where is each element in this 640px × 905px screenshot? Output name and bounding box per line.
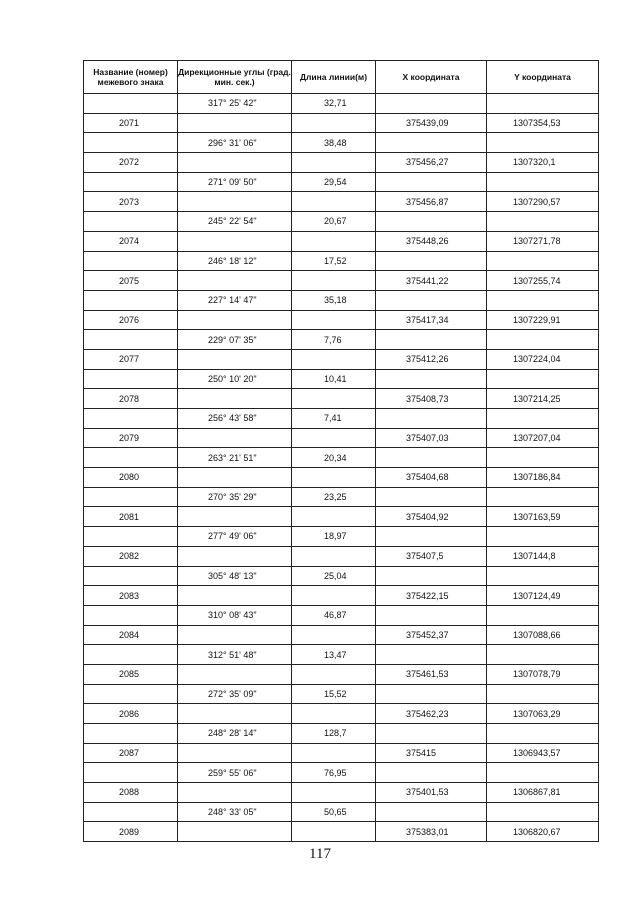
direction-angle-cell: [178, 586, 292, 606]
table-row: [84, 763, 599, 783]
x-coordinate-cell: [376, 330, 487, 350]
direction-angle-cell: 277° 49' 06": [178, 527, 292, 547]
table-row: [84, 783, 599, 803]
y-coordinate-cell: [487, 527, 599, 547]
table-row: [84, 290, 599, 310]
line-length-cell: 128,7: [292, 724, 376, 744]
line-length-cell: [292, 271, 376, 291]
mark-name-cell: 2075: [84, 271, 178, 291]
mark-name-cell: 2089: [84, 822, 178, 842]
table-row: [84, 389, 599, 409]
direction-angle-cell: 317° 25' 42": [178, 94, 292, 114]
y-coordinate-cell: 1307271,78: [487, 231, 599, 251]
mark-name-cell: [84, 212, 178, 232]
x-coordinate-cell: [376, 802, 487, 822]
x-coordinate-cell: [376, 212, 487, 232]
table-row: [84, 349, 599, 369]
y-coordinate-cell: 1307186,84: [487, 468, 599, 488]
table-row: [84, 664, 599, 684]
table-row: [84, 468, 599, 488]
line-length-cell: [292, 822, 376, 842]
table-row: [84, 566, 599, 586]
line-length-cell: 29,54: [292, 172, 376, 192]
direction-angle-cell: [178, 468, 292, 488]
table-row: [84, 212, 599, 232]
y-coordinate-cell: [487, 645, 599, 665]
line-length-cell: 25,04: [292, 566, 376, 586]
mark-name-cell: [84, 330, 178, 350]
mark-name-cell: [84, 94, 178, 114]
table-row: [84, 231, 599, 251]
line-length-cell: 18,97: [292, 527, 376, 547]
y-coordinate-cell: 1307290,57: [487, 192, 599, 212]
table-row: [84, 802, 599, 822]
direction-angle-cell: [178, 743, 292, 763]
y-coordinate-cell: [487, 330, 599, 350]
direction-angle-cell: [178, 349, 292, 369]
x-coordinate-cell: [376, 527, 487, 547]
x-coordinate-cell: 375456,87: [376, 192, 487, 212]
x-coordinate-cell: 375408,73: [376, 389, 487, 409]
x-coordinate-cell: [376, 645, 487, 665]
y-coordinate-cell: 1307224,04: [487, 349, 599, 369]
direction-angle-cell: [178, 546, 292, 566]
mark-name-cell: 2084: [84, 625, 178, 645]
table-row: [84, 133, 599, 153]
mark-name-cell: [84, 409, 178, 429]
header-mark-name: Название (номер) межевого знака: [84, 61, 178, 94]
mark-name-cell: [84, 645, 178, 665]
y-coordinate-cell: [487, 133, 599, 153]
y-coordinate-cell: 1307229,91: [487, 310, 599, 330]
mark-name-cell: [84, 172, 178, 192]
y-coordinate-cell: 1307063,29: [487, 704, 599, 724]
mark-name-cell: 2082: [84, 546, 178, 566]
line-length-cell: [292, 743, 376, 763]
direction-angle-cell: [178, 704, 292, 724]
table-row: [84, 586, 599, 606]
direction-angle-cell: 272° 35' 09": [178, 684, 292, 704]
line-length-cell: 20,34: [292, 448, 376, 468]
boundary-marks-table: [83, 60, 599, 842]
direction-angle-cell: 246° 18' 12": [178, 251, 292, 271]
line-length-cell: 50,65: [292, 802, 376, 822]
line-length-cell: [292, 783, 376, 803]
x-coordinate-cell: 375404,68: [376, 468, 487, 488]
y-coordinate-cell: 1307354,53: [487, 113, 599, 133]
x-coordinate-cell: 375412,26: [376, 349, 487, 369]
line-length-cell: 13,47: [292, 645, 376, 665]
x-coordinate-cell: 375461,53: [376, 664, 487, 684]
mark-name-cell: 2072: [84, 153, 178, 173]
line-length-cell: 35,18: [292, 290, 376, 310]
mark-name-cell: 2079: [84, 428, 178, 448]
y-coordinate-cell: 1307255,74: [487, 271, 599, 291]
direction-angle-cell: 227° 14' 47": [178, 290, 292, 310]
direction-angle-cell: 250° 10' 20": [178, 369, 292, 389]
line-length-cell: [292, 625, 376, 645]
table-row: [84, 251, 599, 271]
line-length-cell: [292, 704, 376, 724]
y-coordinate-cell: [487, 566, 599, 586]
x-coordinate-cell: 375417,34: [376, 310, 487, 330]
direction-angle-cell: 310° 08' 43": [178, 605, 292, 625]
y-coordinate-cell: 1307088,66: [487, 625, 599, 645]
line-length-cell: 7,76: [292, 330, 376, 350]
x-coordinate-cell: 375448,26: [376, 231, 487, 251]
mark-name-cell: 2077: [84, 349, 178, 369]
table-row: [84, 428, 599, 448]
table-row: [84, 330, 599, 350]
direction-angle-cell: [178, 153, 292, 173]
mark-name-cell: 2085: [84, 664, 178, 684]
direction-angle-cell: 259° 55' 06": [178, 763, 292, 783]
mark-name-cell: [84, 527, 178, 547]
y-coordinate-cell: 1307207,04: [487, 428, 599, 448]
table-row: [84, 369, 599, 389]
table-row: [84, 448, 599, 468]
x-coordinate-cell: 375407,03: [376, 428, 487, 448]
line-length-cell: 15,52: [292, 684, 376, 704]
x-coordinate-cell: [376, 487, 487, 507]
y-coordinate-cell: [487, 212, 599, 232]
x-coordinate-cell: [376, 251, 487, 271]
mark-name-cell: 2073: [84, 192, 178, 212]
mark-name-cell: [84, 802, 178, 822]
table-row: [84, 271, 599, 291]
x-coordinate-cell: [376, 566, 487, 586]
table-row: [84, 684, 599, 704]
direction-angle-cell: 271° 09' 50": [178, 172, 292, 192]
x-coordinate-cell: [376, 448, 487, 468]
y-coordinate-cell: 1306867,81: [487, 783, 599, 803]
table-row: [84, 645, 599, 665]
mark-name-cell: [84, 290, 178, 310]
x-coordinate-cell: 375456,27: [376, 153, 487, 173]
y-coordinate-cell: 1307320,1: [487, 153, 599, 173]
x-coordinate-cell: [376, 763, 487, 783]
table-row: [84, 822, 599, 842]
direction-angle-cell: 312° 51' 48": [178, 645, 292, 665]
y-coordinate-cell: 1306820,67: [487, 822, 599, 842]
direction-angle-cell: [178, 192, 292, 212]
y-coordinate-cell: [487, 290, 599, 310]
line-length-cell: 7,41: [292, 409, 376, 429]
x-coordinate-cell: 375404,92: [376, 507, 487, 527]
direction-angle-cell: 263° 21' 51": [178, 448, 292, 468]
table-row: [84, 625, 599, 645]
y-coordinate-cell: 1307163,59: [487, 507, 599, 527]
mark-name-cell: [84, 684, 178, 704]
y-coordinate-cell: [487, 448, 599, 468]
line-length-cell: [292, 310, 376, 330]
direction-angle-cell: 248° 28' 14": [178, 724, 292, 744]
table-header-row: [84, 61, 599, 94]
line-length-cell: [292, 192, 376, 212]
x-coordinate-cell: [376, 94, 487, 114]
x-coordinate-cell: 375452,37: [376, 625, 487, 645]
x-coordinate-cell: 375462,23: [376, 704, 487, 724]
boundary-marks-sheet: [83, 60, 598, 842]
header-line-length: Длина линии(м): [292, 61, 376, 94]
direction-angle-cell: [178, 389, 292, 409]
line-length-cell: 17,52: [292, 251, 376, 271]
mark-name-cell: [84, 448, 178, 468]
mark-name-cell: 2078: [84, 389, 178, 409]
x-coordinate-cell: 375415: [376, 743, 487, 763]
mark-name-cell: [84, 763, 178, 783]
mark-name-cell: 2076: [84, 310, 178, 330]
table-row: [84, 94, 599, 114]
y-coordinate-cell: [487, 684, 599, 704]
direction-angle-cell: [178, 271, 292, 291]
table-row: [84, 409, 599, 429]
line-length-cell: 38,48: [292, 133, 376, 153]
x-coordinate-cell: [376, 724, 487, 744]
line-length-cell: [292, 389, 376, 409]
direction-angle-cell: [178, 113, 292, 133]
y-coordinate-cell: 1307078,79: [487, 664, 599, 684]
mark-name-cell: 2086: [84, 704, 178, 724]
direction-angle-cell: [178, 310, 292, 330]
line-length-cell: [292, 231, 376, 251]
direction-angle-cell: 245° 22' 54": [178, 212, 292, 232]
line-length-cell: 10,41: [292, 369, 376, 389]
direction-angle-cell: 305° 48' 13": [178, 566, 292, 586]
y-coordinate-cell: [487, 802, 599, 822]
line-length-cell: 23,25: [292, 487, 376, 507]
header-x-coordinate: X координата: [376, 61, 487, 94]
line-length-cell: 32,71: [292, 94, 376, 114]
mark-name-cell: [84, 605, 178, 625]
x-coordinate-cell: 375383,01: [376, 822, 487, 842]
direction-angle-cell: [178, 822, 292, 842]
x-coordinate-cell: 375439,09: [376, 113, 487, 133]
line-length-cell: [292, 586, 376, 606]
mark-name-cell: 2071: [84, 113, 178, 133]
y-coordinate-cell: [487, 172, 599, 192]
mark-name-cell: 2081: [84, 507, 178, 527]
header-y-coordinate: Y координата: [487, 61, 599, 94]
direction-angle-cell: 296° 31' 06": [178, 133, 292, 153]
line-length-cell: 20,67: [292, 212, 376, 232]
mark-name-cell: [84, 487, 178, 507]
mark-name-cell: 2083: [84, 586, 178, 606]
line-length-cell: [292, 546, 376, 566]
direction-angle-cell: [178, 428, 292, 448]
y-coordinate-cell: [487, 724, 599, 744]
direction-angle-cell: [178, 783, 292, 803]
y-coordinate-cell: 1307214,25: [487, 389, 599, 409]
mark-name-cell: [84, 133, 178, 153]
y-coordinate-cell: 1306943,57: [487, 743, 599, 763]
direction-angle-cell: 229° 07' 35": [178, 330, 292, 350]
x-coordinate-cell: [376, 605, 487, 625]
mark-name-cell: [84, 369, 178, 389]
direction-angle-cell: [178, 231, 292, 251]
line-length-cell: 46,87: [292, 605, 376, 625]
header-direction-angles: Дирекционные углы (град. мин. сек.): [178, 61, 292, 94]
y-coordinate-cell: [487, 251, 599, 271]
direction-angle-cell: [178, 625, 292, 645]
line-length-cell: [292, 468, 376, 488]
y-coordinate-cell: [487, 763, 599, 783]
line-length-cell: [292, 349, 376, 369]
table-row: [84, 527, 599, 547]
direction-angle-cell: 256° 43' 58": [178, 409, 292, 429]
table-row: [84, 507, 599, 527]
y-coordinate-cell: [487, 605, 599, 625]
direction-angle-cell: [178, 507, 292, 527]
line-length-cell: 76,95: [292, 763, 376, 783]
mark-name-cell: [84, 251, 178, 271]
y-coordinate-cell: 1307124,49: [487, 586, 599, 606]
x-coordinate-cell: 375401,53: [376, 783, 487, 803]
table-row: [84, 605, 599, 625]
x-coordinate-cell: [376, 684, 487, 704]
table-row: [84, 743, 599, 763]
y-coordinate-cell: [487, 369, 599, 389]
page-number: 117: [309, 846, 331, 862]
mark-name-cell: 2080: [84, 468, 178, 488]
x-coordinate-cell: [376, 369, 487, 389]
x-coordinate-cell: [376, 409, 487, 429]
line-length-cell: [292, 113, 376, 133]
y-coordinate-cell: [487, 409, 599, 429]
x-coordinate-cell: 375441,22: [376, 271, 487, 291]
table-row: [84, 487, 599, 507]
table-row: [84, 724, 599, 744]
direction-angle-cell: 248° 33' 05": [178, 802, 292, 822]
line-length-cell: [292, 664, 376, 684]
y-coordinate-cell: 1307144,8: [487, 546, 599, 566]
line-length-cell: [292, 428, 376, 448]
x-coordinate-cell: 375422,15: [376, 586, 487, 606]
mark-name-cell: [84, 724, 178, 744]
table-row: [84, 192, 599, 212]
table-row: [84, 113, 599, 133]
y-coordinate-cell: [487, 94, 599, 114]
mark-name-cell: 2087: [84, 743, 178, 763]
direction-angle-cell: 270° 35' 29": [178, 487, 292, 507]
table-row: [84, 310, 599, 330]
table-row: [84, 546, 599, 566]
x-coordinate-cell: [376, 133, 487, 153]
table-row: [84, 704, 599, 724]
table-row: [84, 172, 599, 192]
x-coordinate-cell: 375407,5: [376, 546, 487, 566]
table-row: [84, 153, 599, 173]
mark-name-cell: 2088: [84, 783, 178, 803]
line-length-cell: [292, 153, 376, 173]
x-coordinate-cell: [376, 290, 487, 310]
mark-name-cell: [84, 566, 178, 586]
direction-angle-cell: [178, 664, 292, 684]
mark-name-cell: 2074: [84, 231, 178, 251]
x-coordinate-cell: [376, 172, 487, 192]
y-coordinate-cell: [487, 487, 599, 507]
line-length-cell: [292, 507, 376, 527]
